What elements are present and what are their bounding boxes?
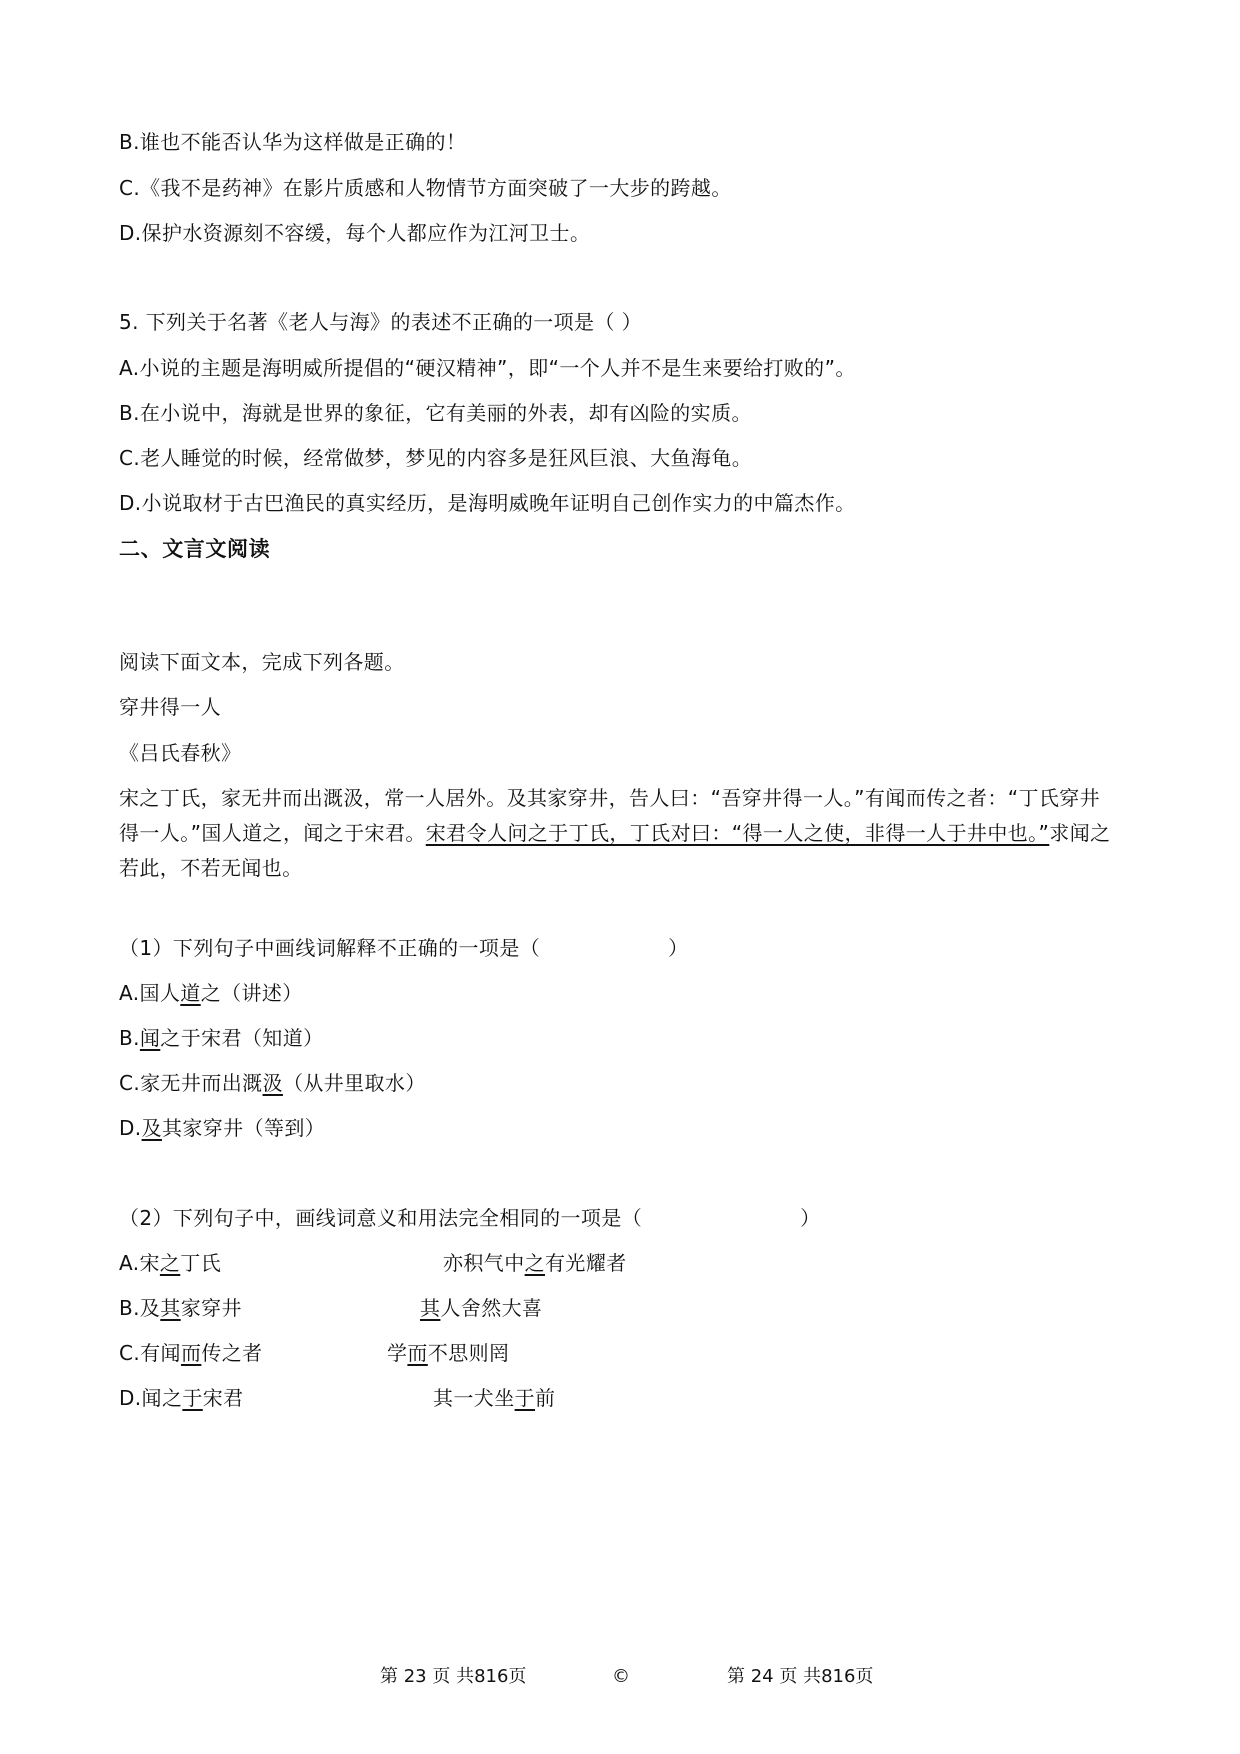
sq2-option-b-left [119, 1294, 242, 1322]
q5-stem: 5. 下列关于名著《老人与海》的表述不正确的一项是（ ） [119, 310, 642, 334]
passage-source: 《吕氏春秋》 [119, 741, 242, 765]
sq2-b-right-post: 人舍然大喜 [440, 1296, 543, 1320]
q4-option-c: C.《我不是药神》在影片质感和人物情节方面突破了一大步的跨越。 [119, 176, 732, 200]
sq2-option-a-left [119, 1249, 221, 1277]
sq1-d-pre: D. [119, 1116, 142, 1140]
sq1-b-pre: B. [119, 1026, 140, 1050]
sq2-a-right-pre: 亦积气中 [443, 1251, 525, 1275]
footer-page-left: 第 23 页 共816页 [380, 1666, 527, 1687]
sq2-d-right-underlined: 于 [514, 1386, 536, 1410]
sq1-c-post: （从井里取水） [282, 1071, 426, 1095]
sq2-a-right-post: 有光耀者 [545, 1251, 627, 1275]
sq1-d-post: 其家穿井（等到） [161, 1116, 326, 1140]
sq1-option-a [119, 979, 303, 1007]
sq2-c-left-underlined: 而 [180, 1341, 202, 1365]
sq2-option-d-right [433, 1384, 555, 1412]
sq2-a-left-post: 丁氏 [180, 1251, 222, 1275]
q5-option-a: A.小说的主题是海明威所提倡的“硬汉精神”，即“一个人并不是生来要给打败的”。 [119, 356, 856, 380]
sq1-option-c [119, 1069, 426, 1097]
sq2-c-left-pre: C.有闻 [119, 1341, 181, 1365]
sq1-a-underlined: 道 [180, 981, 201, 1005]
passage-title: 穿井得一人 [119, 695, 221, 719]
sq2-stem [119, 1204, 821, 1232]
sq1-d-underlined: 及 [141, 1116, 162, 1140]
sq2-option-b-right [420, 1294, 542, 1322]
sq2-option-c-right [387, 1339, 509, 1367]
sq2-d-left-underlined: 于 [182, 1386, 203, 1410]
sq2-a-right-underlined: 之 [524, 1251, 546, 1275]
sq1-a-pre: A.国人 [119, 981, 181, 1005]
sq2-b-left-post: 家穿井 [180, 1296, 242, 1320]
sq2-c-right-underlined: 而 [407, 1341, 428, 1365]
passage-text [119, 781, 1119, 886]
sq1-c-pre: C.家无井而出溉 [119, 1071, 263, 1095]
sq2-c-right-pre: 学 [387, 1341, 408, 1365]
sq2-b-right-underlined: 其 [420, 1296, 441, 1320]
q5-option-d: D.小说取材于古巴渔民的真实经历，是海明威晚年证明自己创作实力的中篇杰作。 [119, 491, 856, 515]
sq2-b-left-pre: B.及 [119, 1296, 161, 1320]
sq2-a-left-underlined: 之 [159, 1251, 181, 1275]
footer-page-right: 第 24 页 共816页 [727, 1666, 874, 1687]
sq2-c-right-post: 不思则罔 [427, 1341, 510, 1365]
sq2-stem-close: ） [800, 1206, 821, 1230]
sq2-c-left-post: 传之者 [201, 1341, 263, 1365]
sq1-b-underlined: 闻 [139, 1026, 161, 1050]
passage-underlined: 宋君令人问之于丁氏，丁氏对曰：“得一人之使，非得一人于井中也。” [425, 821, 1050, 845]
sq1-option-d [119, 1114, 325, 1142]
sq1-b-post: 之于宋君（知道） [160, 1026, 324, 1050]
q5-option-b: B.在小说中，海就是世界的象征，它有美丽的外表，却有凶险的实质。 [119, 401, 752, 425]
sq2-stem-text: （2）下列句子中，画线词意义和用法完全相同的一项是（ [119, 1206, 643, 1230]
sq2-option-a-right [443, 1249, 627, 1277]
q5-option-c: C.老人睡觉的时候，经常做梦，梦见的内容多是狂风巨浪、大鱼海龟。 [119, 446, 753, 470]
sq2-d-left-post: 宋君 [202, 1386, 244, 1410]
sq2-option-c-left [119, 1339, 263, 1367]
q4-option-d: D.保护水资源刻不容缓，每个人都应作为江河卫士。 [119, 221, 591, 245]
sq1-stem-text: （1）下列句子中画线词解释不正确的一项是（ [119, 936, 541, 960]
sq1-c-underlined: 汲 [262, 1071, 283, 1095]
sq2-a-left-pre: A.宋 [119, 1251, 160, 1275]
footer-copyright: © [612, 1666, 630, 1687]
section-heading: 二、文言文阅读 [119, 537, 271, 561]
sq1-a-post: 之（讲述） [200, 981, 303, 1005]
reading-intro: 阅读下面文本，完成下列各题。 [119, 650, 405, 674]
sq2-d-right-pre: 其一犬坐 [433, 1386, 515, 1410]
passage-start: 宋之丁氏，家无井而出溉汲，常一人居外。及其家穿井，告人曰：“吾穿井得一人。”有闻而传之者：“丁氏穿井得一人。”国人道之，闻之于宋君。 [119, 786, 1101, 845]
sq2-option-d-left [119, 1384, 244, 1412]
sq2-d-right-post: 前 [535, 1386, 556, 1410]
q4-option-b: B.谁也不能否认华为这样做是正确的！ [119, 130, 467, 154]
sq2-d-left-pre: D.闻之 [119, 1386, 183, 1410]
sq1-stem [119, 934, 689, 962]
sq1-stem-close: ） [668, 936, 689, 960]
passage-end: 求闻之若此，不若无闻也。 [119, 821, 1111, 880]
sq1-option-b [119, 1024, 324, 1052]
sq2-b-left-underlined: 其 [160, 1296, 181, 1320]
